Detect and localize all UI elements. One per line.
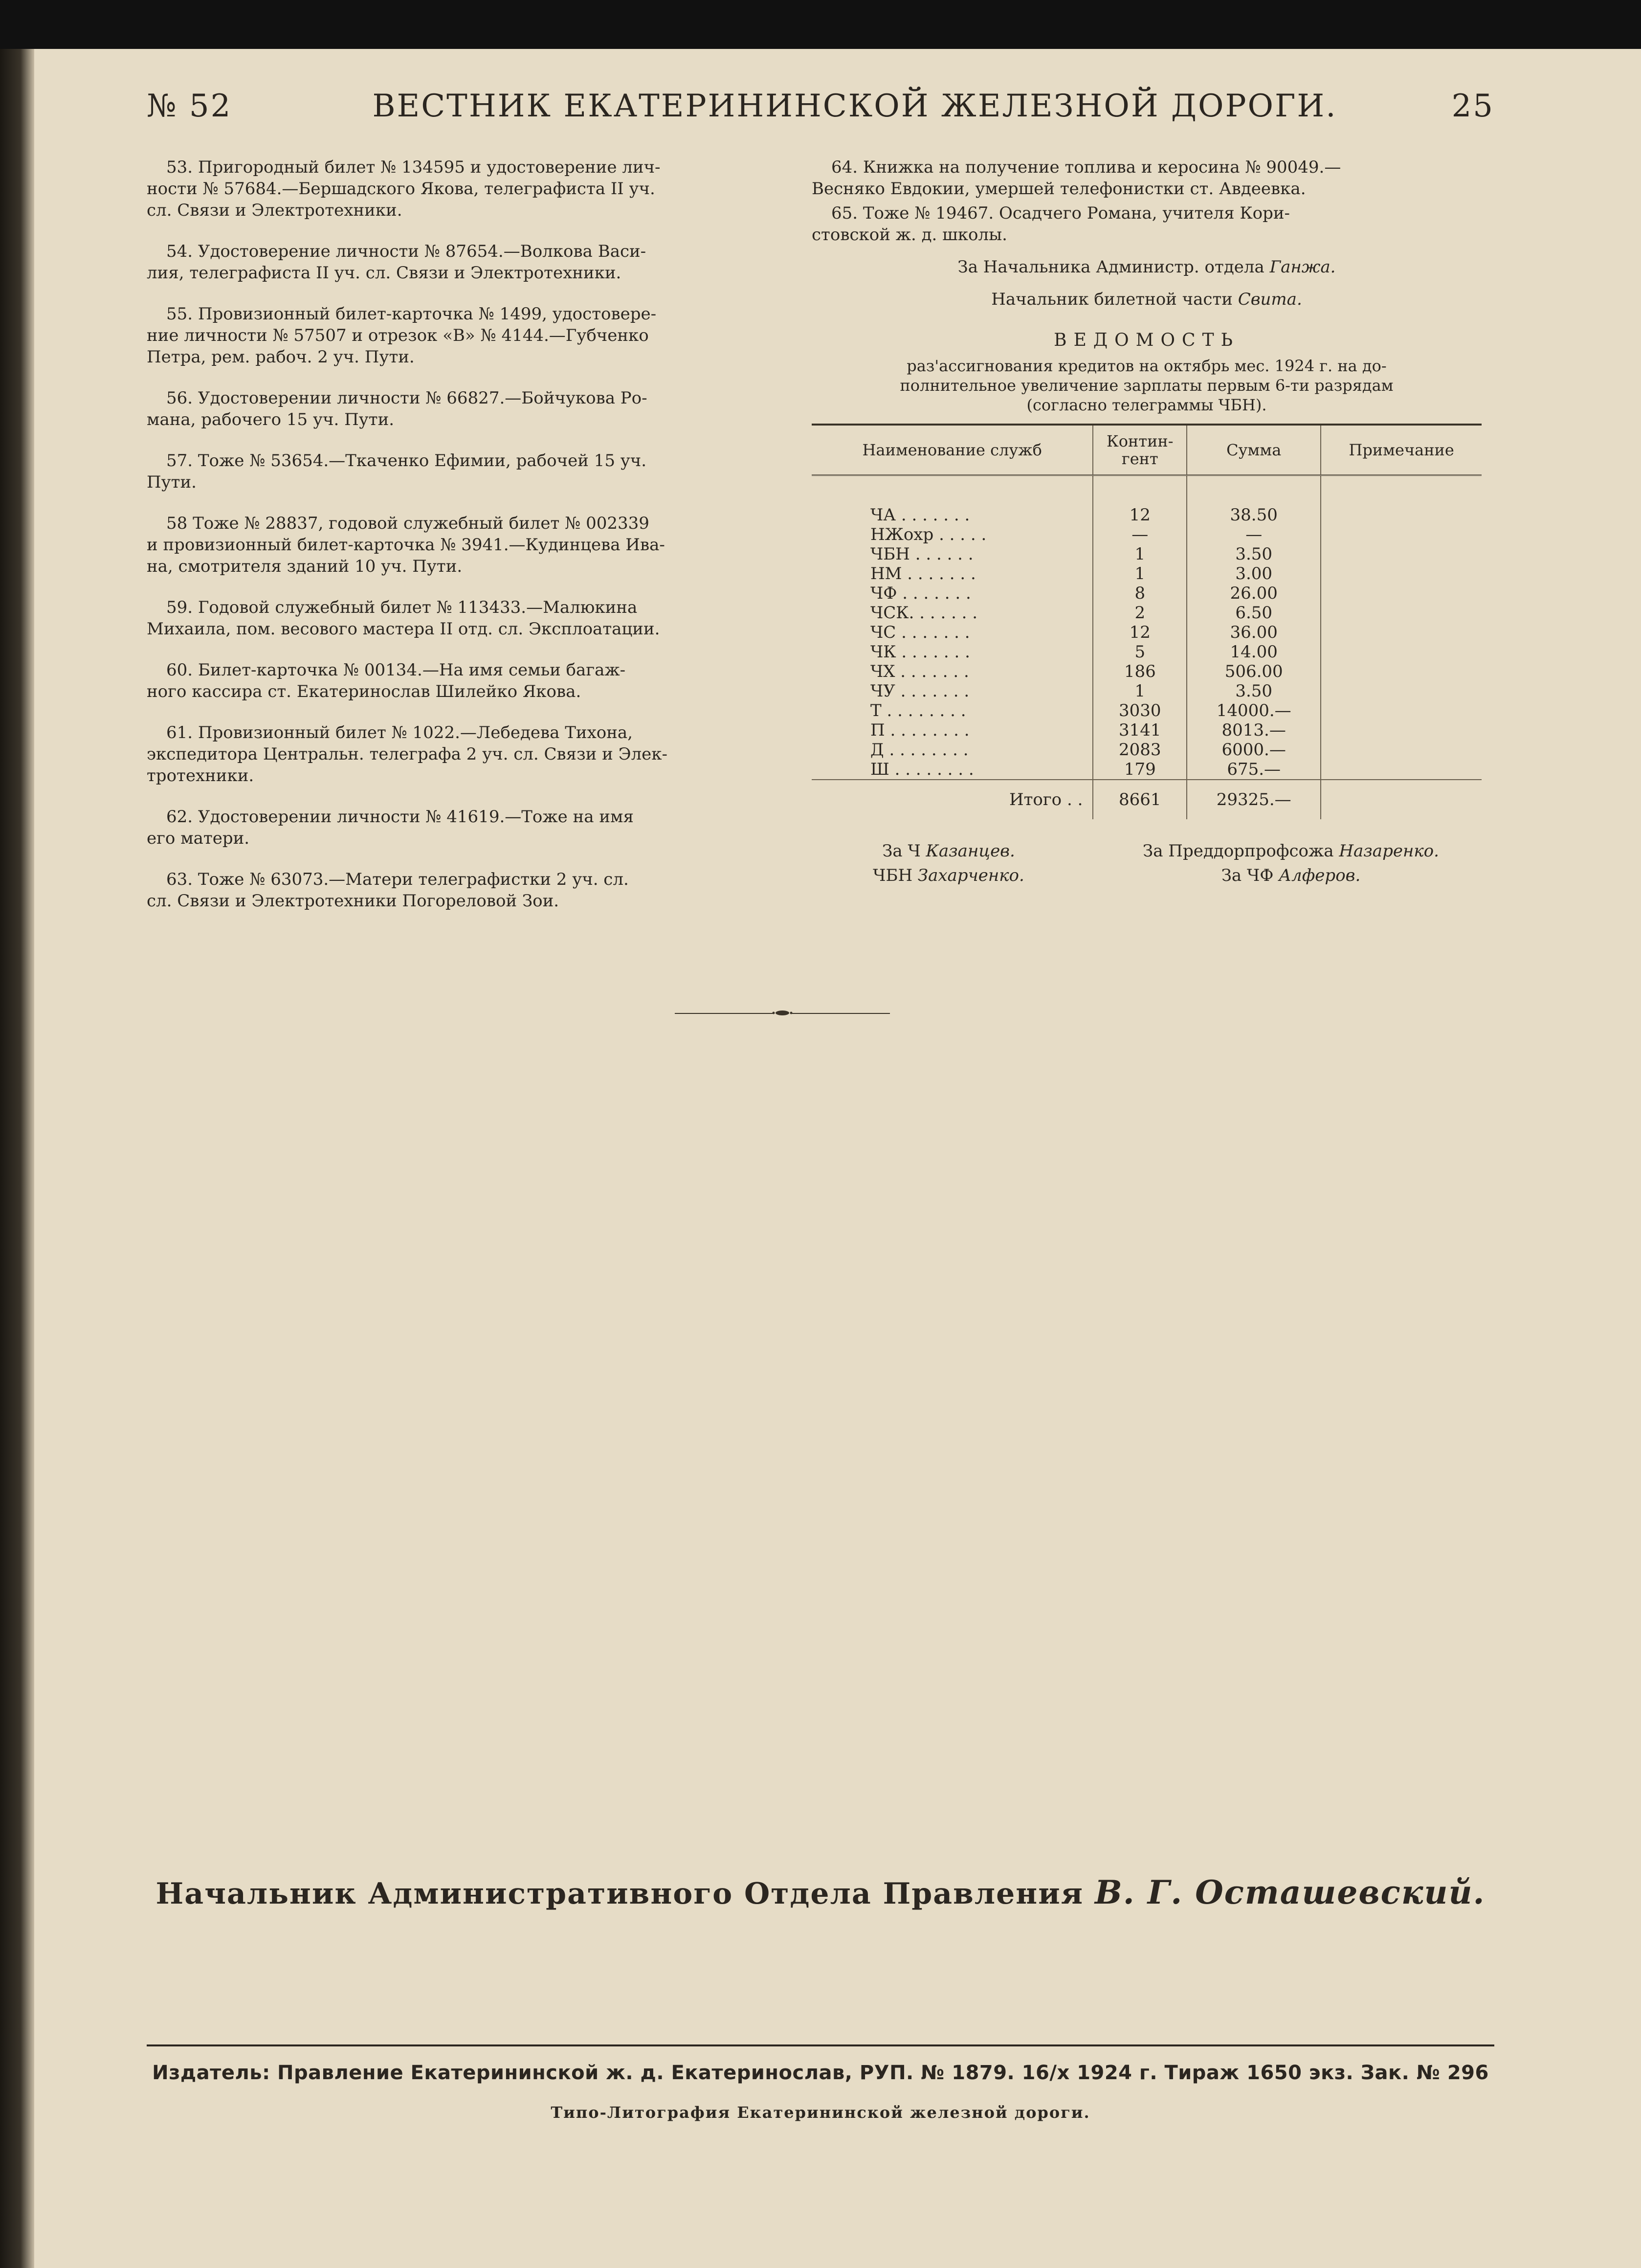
- table-header-row: [812, 425, 1482, 475]
- list-item: 57. Тоже № 53654.—Ткаченко Ефимии, рабочей 15 уч. Пути.: [147, 451, 647, 492]
- table-row: ЧА . . . . . . . 12 38.50: [812, 475, 1482, 525]
- table-row: ЧБН . . . . . . 1 3.50: [812, 544, 1482, 564]
- newspaper-title: ВЕСТНИК ЕКАТЕРИНИНСКОЙ ЖЕЛЕЗНОЙ ДОРОГИ.: [372, 88, 1337, 124]
- signature-ticket-dept: Начальник билетной части Свита.: [991, 290, 1302, 309]
- list-item: 59. Годовой служебный билет № 113433.—Малюкина Михаила, пом. весового мастера II отд. сл. Эксплоатации.: [147, 598, 660, 639]
- statement-subtitle: раз'ассигнования кредитов на октябрь мес. 1924 г. на до- полнительное увеличение зарплаты первым 6-ти разрядам (согласно телеграммы ЧБН).: [900, 357, 1394, 414]
- column-header-note: Примечание: [1321, 425, 1482, 475]
- table-row: ЧС . . . . . . . 12 36.00: [812, 623, 1482, 642]
- column-header-sum: Сумма: [1187, 425, 1321, 475]
- table-row: Т . . . . . . . . 3030 14000.—: [812, 701, 1482, 720]
- signature-zakharchenko: ЧБН Захарченко.: [873, 866, 1024, 885]
- issue-number: № 52: [147, 88, 232, 124]
- left-column: [147, 157, 782, 931]
- table-row: НЖохр . . . . . — —: [812, 525, 1482, 544]
- page-number: 25: [1451, 88, 1494, 124]
- list-item: 61. Провизионный билет № 1022.—Лебедева Тихона, экспедитора Центральн. телеграфа 2 уч. сл. Связи и Элек- тротехники.: [147, 723, 668, 786]
- chief-signature: Начальник Административного Отдела Правления В. Г. Осташевский.: [155, 1873, 1486, 1911]
- page-header: [147, 83, 1494, 137]
- right-column: [812, 157, 1482, 888]
- list-item: 64. Книжка на получение топлива и керосина № 90049.— Весняко Евдокии, умершей телефонистки ст. Авдеевка.: [812, 157, 1341, 199]
- binding-shadow: [0, 49, 34, 2268]
- footer-rule: [147, 2044, 1494, 2046]
- ornament-divider: [675, 1012, 890, 1014]
- list-item: 60. Билет-карточка № 00134.—На имя семьи багаж- ного кассира ст. Екатеринослав Шилейко Якова.: [147, 660, 626, 701]
- list-item: 62. Удостоверении личности № 41619.—Тоже на имя его матери.: [147, 807, 634, 848]
- column-header-contingent: Контин-гент: [1093, 425, 1187, 475]
- table-row: ЧСК. . . . . . . 2 6.50: [812, 603, 1482, 623]
- statement-table: [812, 424, 1482, 819]
- table-row: ЧК . . . . . . . 5 14.00: [812, 642, 1482, 662]
- list-item: 65. Тоже № 19467. Осадчего Романа, учителя Кори- стовской ж. д. школы.: [812, 203, 1290, 245]
- list-item: 56. Удостоверении личности № 66827.—Бойчукова Ро- мана, рабочего 15 уч. Пути.: [147, 388, 647, 429]
- table-row: П . . . . . . . . 3141 8013.—: [812, 720, 1482, 740]
- list-item: 63. Тоже № 63073.—Матери телеграфистки 2 уч. сл. сл. Связи и Электротехники Погореловой Зои.: [147, 870, 629, 911]
- table-row: ЧХ . . . . . . . 186 506.00: [812, 662, 1482, 681]
- list-item: 54. Удостоверение личности № 87654.—Волкова Васи- лия, телеграфиста II уч. сл. Связи и Электротехники.: [147, 242, 646, 283]
- table-total-row: Итого . . 8661 29325.—: [812, 780, 1482, 819]
- ornament-icon: [772, 1010, 793, 1016]
- column-header-service: Наименование служб: [812, 425, 1093, 475]
- list-item: 58 Тоже № 28837, годовой служебный билет № 002339 и провизионный билет-карточка № 3941.—Кудинцева Ива- на, смотрителя зданий 10 уч. Пути.: [147, 514, 665, 576]
- list-item: 55. Провизионный билет-карточка № 1499, удостовере- ние личности № 57507 и отрезок «В» № 4144.—Губченко Петра, рем. рабоч. 2 уч. Пути.: [147, 304, 657, 367]
- table-row: ЧУ . . . . . . . 1 3.50: [812, 681, 1482, 701]
- signature-nazarenko: За Преддорпрофсожа Назаренко.: [1143, 841, 1439, 861]
- table-row: Ш . . . . . . . . 179 675.—: [812, 760, 1482, 780]
- list-item: 53. Пригородный билет № 134595 и удостоверение лич- ности № 57684.—Бершадского Якова, телеграфиста II уч. сл. Связи и Электротехники.: [147, 157, 661, 220]
- table-row: ЧФ . . . . . . . 8 26.00: [812, 584, 1482, 603]
- signature-kazantsev: За Ч Казанцев.: [882, 841, 1015, 861]
- statement-signatures: [812, 839, 1482, 888]
- table-row: Д . . . . . . . . 2083 6000.—: [812, 740, 1482, 760]
- publisher-imprint: Издатель: Правление Екатерининской ж. д. Екатеринослав, РУП. № 1879. 16/х 1924 г. Тираж 1650 экз. Зак. № 296: [152, 2062, 1489, 2084]
- table-row: НМ . . . . . . . 1 3.00: [812, 564, 1482, 584]
- signature-admin-dept: За Начальника Администр. отдела Ганжа.: [957, 257, 1336, 277]
- statement-title: ВЕДОМОСТЬ: [1054, 330, 1240, 350]
- printer-imprint: Типо-Литография Екатерининской железной дороги.: [551, 2103, 1090, 2122]
- signature-alferov: За ЧФ Алферов.: [1221, 866, 1361, 885]
